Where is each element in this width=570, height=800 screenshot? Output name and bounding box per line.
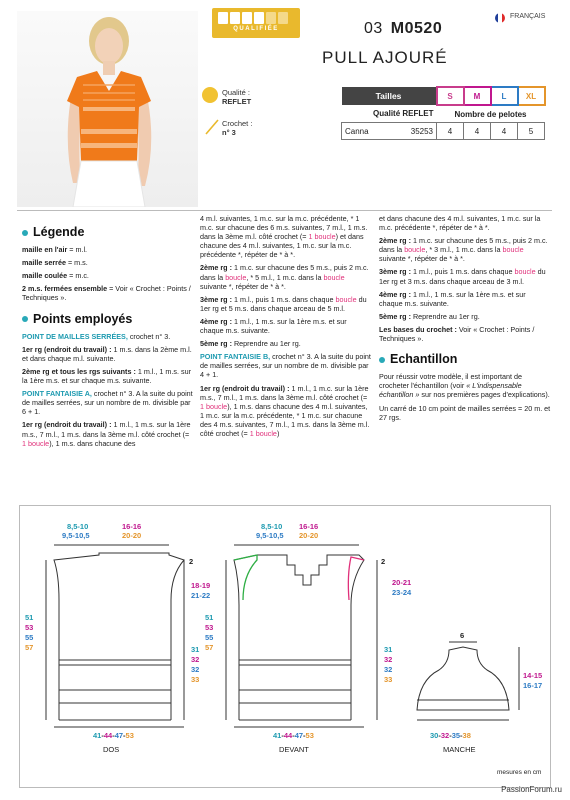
sizes-table bbox=[341, 86, 546, 140]
dos-caption: DOS bbox=[103, 745, 120, 754]
legend-item: 2 m.s. fermées ensemble = Voir « Crochet : Points / Techniques ». bbox=[22, 284, 191, 303]
units-note: mesures en cm bbox=[497, 769, 542, 776]
devant-len-l: 55 bbox=[205, 633, 214, 642]
quality-label: Qualité : bbox=[222, 88, 250, 97]
size-s: S bbox=[437, 87, 464, 105]
left-column bbox=[22, 222, 194, 452]
fb-row2: 2ème rg : 1 m.c. sur chacune des 5 m.s., puis 2 m.c. dans la boucle, * 3 m.l., 1 m.c. dans la boucle suivante *, répéter de * à *. bbox=[379, 236, 548, 264]
dos-top: 2 bbox=[189, 557, 194, 566]
point-fb: POINT FANTAISIE B, crochet n° 3. A la suite du point de mailles serrées, sur un nombre de m. divisible par 4 + 1. bbox=[200, 352, 371, 380]
fb-row3: 3ème rg : 1 m.l., puis 1 m.s. dans chaque boucle du 1er rg et 3 m.s. dans chaque arceau de 3 m.l. bbox=[379, 267, 546, 286]
gauge-heading: Echantillon bbox=[379, 355, 551, 364]
gauge-text: Pour réussir votre modèle, il est important de crocheter l'échantillon (voir « L'indispensable échantillon » sur nos premières pages d'explications). bbox=[379, 372, 550, 400]
dos-side-l: 32 bbox=[191, 665, 200, 674]
devant-neck-1: 8,5-10 bbox=[261, 522, 283, 531]
fa-row5: 5ème rg : Reprendre au 1er rg. bbox=[200, 339, 301, 349]
balls-l: 4 bbox=[491, 123, 518, 140]
devant-neck-1b: 9,5-10,5 bbox=[256, 531, 284, 540]
logo-quality-word: QUALIFIÉE bbox=[233, 26, 279, 32]
balls-s: 4 bbox=[437, 123, 464, 140]
legend-item: maille serrée = m.s. bbox=[22, 258, 88, 268]
devant-top: 2 bbox=[381, 557, 386, 566]
point-fa-row1: 1er rg (endroit du travail) : 1 m.l., 1 m.s. sur la 1ère m.s., 7 m.l., 1 m.s. dans la 3ème m.l. côté crochet (= 1 boucle), 1 m.s. dans chacune des bbox=[22, 420, 191, 448]
manche-width: 30-32-35-38 bbox=[430, 731, 471, 740]
devant-arm-1: 20-21 bbox=[392, 578, 412, 587]
manche-h2: 16-17 bbox=[523, 681, 543, 690]
fb-row1: 1er rg (endroit du travail) : 1 m.l., 1 m.c. sur la 1ère m.s., 7 m.l., 1 m.s. dans la 3ème m.l. côté crochet (= 1 boucle), 1 m.s. dans chacune des 4 m.l. suivantes, 1 m.c. sur la m.c. précédente, * 1 m.c. sur chacune des 4 m.s. suivantes, 7 m.l., 1 m.s. dans la 3ème m.l. côté crochet (= 1 boucle) bbox=[200, 383, 370, 438]
quality-row-label: Qualité REFLET bbox=[373, 109, 434, 118]
model-photo bbox=[17, 11, 198, 207]
balls-label: Nombre de pelotes bbox=[454, 109, 527, 119]
size-l: L bbox=[491, 87, 518, 105]
size-m: M bbox=[464, 87, 491, 105]
manche-caption: MANCHE bbox=[443, 745, 476, 754]
schema-diagram bbox=[19, 505, 551, 788]
balls-xl: 5 bbox=[518, 123, 545, 140]
crochet-hook-icon bbox=[204, 119, 220, 135]
devant-caption: DEVANT bbox=[279, 745, 309, 754]
dos-width: 41-44-47-53 bbox=[93, 731, 134, 740]
point-ms: POINT DE MAILLES SERRÉES, crochet n° 3. bbox=[22, 331, 171, 341]
color-ref: 35253 bbox=[410, 126, 433, 136]
devant-neck-2: 16-16 bbox=[299, 522, 319, 531]
dos-side-m: 32 bbox=[191, 655, 200, 664]
pattern-number: 03 bbox=[364, 20, 383, 37]
middle-column bbox=[200, 214, 372, 442]
divider bbox=[17, 210, 552, 211]
point-ms-row1: 1er rg (endroit du travail) : 1 m.s. dans la 2ème m.l. et dans chaque m.l. suivante. bbox=[22, 344, 192, 363]
hook-spec bbox=[222, 119, 252, 137]
devant-neck-2b: 20-20 bbox=[299, 531, 319, 540]
right-column bbox=[379, 214, 551, 426]
hook-value: n° 3 bbox=[222, 128, 236, 137]
sleeve-shape bbox=[417, 642, 519, 720]
quality-spec bbox=[222, 88, 251, 106]
devant-width: 41-44-47-53 bbox=[273, 731, 314, 740]
gauge-square: Un carré de 10 cm point de mailles serrées = 20 m. et 27 rgs. bbox=[379, 403, 551, 422]
sizes-header: Tailles bbox=[342, 87, 437, 105]
devant-side-xl: 33 bbox=[384, 675, 393, 684]
fb-row4: 4ème rg : 1 m.l., 1 m.s. sur la 1ère m.s. et sur chaque m.s. suivante. bbox=[379, 289, 526, 308]
dos-len-xl: 57 bbox=[25, 643, 34, 652]
page-title: PULL AJOURÉ bbox=[322, 48, 448, 67]
pattern-ref: M0520 bbox=[390, 20, 443, 37]
point-ms-row2: 2ème rg et tous les rgs suivants : 1 m.l., 1 m.s. sur la 1ère m.s. et sur chaque m.s. suivante. bbox=[22, 366, 191, 386]
language-label: FRANÇAIS bbox=[510, 13, 546, 20]
fa-row1-cont: 4 m.l. suivantes, 1 m.c. sur la m.c. précédente, * 1 m.c. sur chacune des 6 m.s. suivantes, 7 m.l., 1 m.s. dans la 3ème m.l. côté crochet (= 1 boucle) et dans chacune des 4 m.l. suivantes, 1 m.c. sur la m.c. précédente *, répéter de * à *. bbox=[200, 214, 368, 260]
fa-row2: 2ème rg : 1 m.c. sur chacune des 5 m.s., puis 2 m.c. dans la boucle, * 5 m.l., 1 m.c. dans la boucle suivante *, répéter de * à *. bbox=[200, 263, 369, 291]
dos-arm-2: 21-22 bbox=[191, 591, 211, 600]
back-piece-shape bbox=[46, 545, 184, 727]
devant-side-l: 32 bbox=[384, 665, 393, 674]
legend-item: maille en l'air = m.l. bbox=[22, 245, 88, 255]
fb-row1-cont: et dans chacune des 4 m.l. suivantes, 1 m.c. sur la m.c. précédente *, répéter de * à *. bbox=[379, 214, 541, 233]
watermark: PassionForum.ru bbox=[501, 785, 562, 794]
brand-logo bbox=[212, 8, 300, 38]
logo-blocks bbox=[212, 8, 300, 24]
fa-row4: 4ème rg : 1 m.l., 1 m.s. sur la 1ère m.s. et sur chaque m.s. suivante. bbox=[200, 316, 347, 336]
bases-note: Les bases du crochet : Voir « Crochet : Points / Techniques ». bbox=[379, 324, 535, 344]
dos-len-l: 55 bbox=[25, 633, 34, 642]
devant-arm-2: 23-24 bbox=[392, 588, 412, 597]
point-fa: POINT FANTAISIE A, crochet n° 3. A la suite du point de mailles serrées, sur un nombre de m. divisible par 6 + 1. bbox=[22, 389, 193, 417]
fb-row5: 5ème rg : Reprendre au 1er rg. bbox=[379, 311, 480, 321]
dos-neck-2: 16-16 bbox=[122, 522, 142, 531]
yarn-ball-icon bbox=[202, 87, 218, 103]
devant-len-m: 53 bbox=[205, 623, 214, 632]
manche-h1: 14-15 bbox=[523, 671, 543, 680]
balls-m: 4 bbox=[464, 123, 491, 140]
dos-len-s: 51 bbox=[25, 613, 34, 622]
devant-len-xl: 57 bbox=[205, 643, 214, 652]
pattern-code bbox=[364, 20, 442, 38]
points-heading: Points employés bbox=[22, 315, 194, 324]
devant-len-s: 51 bbox=[205, 613, 214, 622]
size-xl: XL bbox=[518, 87, 545, 105]
dos-neck-1b: 9,5-10,5 bbox=[62, 531, 90, 540]
fa-row3: 3ème rg : 1 m.l., puis 1 m.s. dans chaque boucle du 1er rg et 5 m.s. dans chaque arceau de 5 m.l. bbox=[200, 294, 367, 313]
devant-side-m: 32 bbox=[384, 655, 393, 664]
hook-label: Crochet : bbox=[222, 119, 253, 128]
devant-side-s: 31 bbox=[384, 645, 393, 654]
dos-neck-2b: 20-20 bbox=[122, 531, 142, 540]
legend-item: maille coulée = m.c. bbox=[22, 271, 89, 281]
color-cell bbox=[342, 123, 437, 140]
legend-heading: Légende bbox=[22, 228, 194, 237]
manche-top: 6 bbox=[460, 631, 465, 640]
color-name: Canna bbox=[345, 126, 369, 136]
dos-len-m: 53 bbox=[25, 623, 34, 632]
dos-side-s: 31 bbox=[191, 645, 200, 654]
dos-side-xl: 33 bbox=[191, 675, 200, 684]
dos-arm-1: 18-19 bbox=[191, 581, 211, 590]
quality-value: REFLET bbox=[222, 97, 252, 106]
dos-neck-1: 8,5-10 bbox=[67, 522, 89, 531]
french-flag-icon bbox=[495, 13, 505, 23]
